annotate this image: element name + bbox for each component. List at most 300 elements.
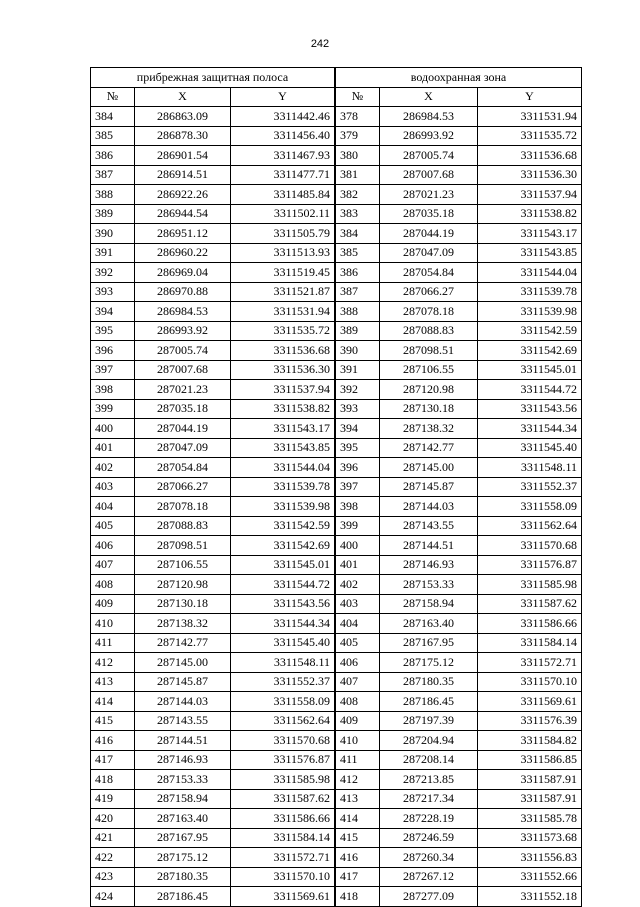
column-header-y: Y — [231, 87, 335, 107]
table-row — [91, 321, 335, 341]
column-header-x: X — [380, 87, 478, 107]
x-coordinate-cell: 287130.18 — [380, 399, 478, 419]
x-coordinate-cell: 287144.51 — [380, 536, 478, 556]
table-header-row — [91, 87, 335, 107]
point-number-cell: 395 — [91, 321, 135, 341]
table-row — [91, 848, 335, 868]
y-coordinate-cell: 3311535.72 — [478, 126, 582, 146]
y-coordinate-cell: 3311569.61 — [231, 887, 335, 907]
table-row — [336, 497, 582, 517]
table-row — [336, 243, 582, 263]
table-row — [91, 263, 335, 283]
x-coordinate-cell: 286951.12 — [135, 224, 231, 244]
point-number-cell: 400 — [91, 419, 135, 439]
table-row — [336, 146, 582, 166]
y-coordinate-cell: 3311543.85 — [478, 243, 582, 263]
y-coordinate-cell: 3311576.87 — [478, 555, 582, 575]
table-row — [91, 126, 335, 146]
table-row — [336, 380, 582, 400]
table-row — [91, 789, 335, 809]
x-coordinate-cell: 287158.94 — [380, 594, 478, 614]
x-coordinate-cell: 287228.19 — [380, 809, 478, 829]
point-number-cell: 396 — [336, 458, 380, 478]
water-protection-zone-table — [335, 67, 582, 907]
y-coordinate-cell: 3311570.10 — [478, 672, 582, 692]
table-row — [91, 341, 335, 361]
y-coordinate-cell: 3311544.72 — [231, 575, 335, 595]
table-row — [336, 321, 582, 341]
point-number-cell: 397 — [336, 477, 380, 497]
x-coordinate-cell: 287217.34 — [380, 789, 478, 809]
table-row — [336, 555, 582, 575]
y-coordinate-cell: 3311539.98 — [478, 302, 582, 322]
x-coordinate-cell: 287163.40 — [135, 809, 231, 829]
point-number-cell: 420 — [91, 809, 135, 829]
x-coordinate-cell: 287213.85 — [380, 770, 478, 790]
y-coordinate-cell: 3311584.14 — [478, 633, 582, 653]
table-row — [91, 224, 335, 244]
point-number-cell: 398 — [91, 380, 135, 400]
x-coordinate-cell: 287005.74 — [135, 341, 231, 361]
table-row — [91, 887, 335, 907]
table-row — [336, 477, 582, 497]
table-row — [336, 692, 582, 712]
table-row — [91, 555, 335, 575]
table-row — [91, 516, 335, 536]
table-row — [336, 809, 582, 829]
y-coordinate-cell: 3311543.56 — [231, 594, 335, 614]
x-coordinate-cell: 286984.53 — [380, 107, 478, 127]
table-row — [336, 419, 582, 439]
y-coordinate-cell: 3311544.72 — [478, 380, 582, 400]
x-coordinate-cell: 286970.88 — [135, 282, 231, 302]
x-coordinate-cell: 287054.84 — [135, 458, 231, 478]
x-coordinate-cell: 287260.34 — [380, 848, 478, 868]
point-number-cell: 397 — [91, 360, 135, 380]
point-number-cell: 417 — [336, 867, 380, 887]
table-row — [336, 828, 582, 848]
x-coordinate-cell: 287167.95 — [135, 828, 231, 848]
table-title-row — [91, 68, 335, 88]
x-coordinate-cell: 287143.55 — [380, 516, 478, 536]
x-coordinate-cell: 287277.09 — [380, 887, 478, 907]
y-coordinate-cell: 3311543.85 — [231, 438, 335, 458]
x-coordinate-cell: 287145.87 — [135, 672, 231, 692]
x-coordinate-cell: 287047.09 — [380, 243, 478, 263]
y-coordinate-cell: 3311587.91 — [478, 789, 582, 809]
x-coordinate-cell: 287088.83 — [135, 516, 231, 536]
x-coordinate-cell: 287153.33 — [380, 575, 478, 595]
table-row — [91, 282, 335, 302]
point-number-cell: 410 — [91, 614, 135, 634]
point-number-cell: 409 — [91, 594, 135, 614]
x-coordinate-cell: 286863.09 — [135, 107, 231, 127]
y-coordinate-cell: 3311539.78 — [231, 477, 335, 497]
x-coordinate-cell: 287054.84 — [380, 263, 478, 283]
table-row — [91, 828, 335, 848]
point-number-cell: 417 — [91, 750, 135, 770]
y-coordinate-cell: 3311586.66 — [231, 809, 335, 829]
table-row — [91, 594, 335, 614]
x-coordinate-cell: 287144.51 — [135, 731, 231, 751]
y-coordinate-cell: 3311586.85 — [478, 750, 582, 770]
x-coordinate-cell: 287098.51 — [380, 341, 478, 361]
x-coordinate-cell: 286993.92 — [380, 126, 478, 146]
y-coordinate-cell: 3311556.83 — [478, 848, 582, 868]
y-coordinate-cell: 3311538.82 — [478, 204, 582, 224]
point-number-cell: 415 — [336, 828, 380, 848]
point-number-cell: 399 — [91, 399, 135, 419]
point-number-cell: 392 — [91, 263, 135, 283]
y-coordinate-cell: 3311543.17 — [231, 419, 335, 439]
y-coordinate-cell: 3311587.62 — [231, 789, 335, 809]
table-row — [336, 302, 582, 322]
table-row — [336, 438, 582, 458]
table-row — [336, 282, 582, 302]
y-coordinate-cell: 3311552.66 — [478, 867, 582, 887]
y-coordinate-cell: 3311552.18 — [478, 887, 582, 907]
table-row — [91, 692, 335, 712]
x-coordinate-cell: 287144.03 — [135, 692, 231, 712]
table-row — [91, 672, 335, 692]
point-number-cell: 405 — [91, 516, 135, 536]
table-row — [336, 458, 582, 478]
y-coordinate-cell: 3311544.34 — [231, 614, 335, 634]
table-row — [91, 711, 335, 731]
table-row — [91, 458, 335, 478]
point-number-cell: 385 — [336, 243, 380, 263]
point-number-cell: 404 — [336, 614, 380, 634]
y-coordinate-cell: 3311467.93 — [231, 146, 335, 166]
x-coordinate-cell: 286914.51 — [135, 165, 231, 185]
table-row — [336, 770, 582, 790]
table-row — [91, 809, 335, 829]
y-coordinate-cell: 3311539.98 — [231, 497, 335, 517]
x-coordinate-cell: 287021.23 — [380, 185, 478, 205]
point-number-cell: 399 — [336, 516, 380, 536]
x-coordinate-cell: 287066.27 — [380, 282, 478, 302]
x-coordinate-cell: 287204.94 — [380, 731, 478, 751]
y-coordinate-cell: 3311573.68 — [478, 828, 582, 848]
y-coordinate-cell: 3311513.93 — [231, 243, 335, 263]
x-coordinate-cell: 287021.23 — [135, 380, 231, 400]
table-row — [91, 399, 335, 419]
y-coordinate-cell: 3311536.68 — [231, 341, 335, 361]
x-coordinate-cell: 287143.55 — [135, 711, 231, 731]
x-coordinate-cell: 287180.35 — [380, 672, 478, 692]
x-coordinate-cell: 287098.51 — [135, 536, 231, 556]
point-number-cell: 408 — [336, 692, 380, 712]
point-number-cell: 403 — [91, 477, 135, 497]
x-coordinate-cell: 287035.18 — [135, 399, 231, 419]
y-coordinate-cell: 3311585.78 — [478, 809, 582, 829]
table-row — [91, 653, 335, 673]
column-header-y: Y — [478, 87, 582, 107]
y-coordinate-cell: 3311587.62 — [478, 594, 582, 614]
y-coordinate-cell: 3311535.72 — [231, 321, 335, 341]
x-coordinate-cell: 287078.18 — [135, 497, 231, 517]
y-coordinate-cell: 3311542.59 — [231, 516, 335, 536]
point-number-cell: 407 — [91, 555, 135, 575]
y-coordinate-cell: 3311572.71 — [478, 653, 582, 673]
point-number-cell: 424 — [91, 887, 135, 907]
point-number-cell: 392 — [336, 380, 380, 400]
point-number-cell: 402 — [91, 458, 135, 478]
point-number-cell: 383 — [336, 204, 380, 224]
point-number-cell: 380 — [336, 146, 380, 166]
point-number-cell: 406 — [336, 653, 380, 673]
point-number-cell: 394 — [336, 419, 380, 439]
y-coordinate-cell: 3311538.82 — [231, 399, 335, 419]
y-coordinate-cell: 3311576.87 — [231, 750, 335, 770]
y-coordinate-cell: 3311519.45 — [231, 263, 335, 283]
y-coordinate-cell: 3311558.09 — [478, 497, 582, 517]
point-number-cell: 386 — [336, 263, 380, 283]
table-row — [336, 750, 582, 770]
point-number-cell: 379 — [336, 126, 380, 146]
y-coordinate-cell: 3311542.59 — [478, 321, 582, 341]
table-row — [91, 770, 335, 790]
y-coordinate-cell: 3311585.98 — [231, 770, 335, 790]
point-number-cell: 413 — [91, 672, 135, 692]
point-number-cell: 416 — [91, 731, 135, 751]
y-coordinate-cell: 3311505.79 — [231, 224, 335, 244]
table-row — [336, 672, 582, 692]
x-coordinate-cell: 287180.35 — [135, 867, 231, 887]
point-number-cell: 391 — [336, 360, 380, 380]
table-row — [91, 204, 335, 224]
point-number-cell: 418 — [91, 770, 135, 790]
y-coordinate-cell: 3311537.94 — [478, 185, 582, 205]
table-row — [91, 243, 335, 263]
table-header-row — [336, 87, 582, 107]
y-coordinate-cell: 3311442.46 — [231, 107, 335, 127]
point-number-cell: 389 — [91, 204, 135, 224]
point-number-cell: 408 — [91, 575, 135, 595]
x-coordinate-cell: 287158.94 — [135, 789, 231, 809]
y-coordinate-cell: 3311570.10 — [231, 867, 335, 887]
x-coordinate-cell: 287035.18 — [380, 204, 478, 224]
point-number-cell: 389 — [336, 321, 380, 341]
table-row — [336, 536, 582, 556]
point-number-cell: 414 — [91, 692, 135, 712]
point-number-cell: 412 — [336, 770, 380, 790]
y-coordinate-cell: 3311585.98 — [478, 575, 582, 595]
y-coordinate-cell: 3311558.09 — [231, 692, 335, 712]
y-coordinate-cell: 3311570.68 — [231, 731, 335, 751]
table-row — [91, 360, 335, 380]
y-coordinate-cell: 3311587.91 — [478, 770, 582, 790]
x-coordinate-cell: 287146.93 — [135, 750, 231, 770]
y-coordinate-cell: 3311552.37 — [478, 477, 582, 497]
point-number-cell: 415 — [91, 711, 135, 731]
y-coordinate-cell: 3311536.68 — [478, 146, 582, 166]
x-coordinate-cell: 287167.95 — [380, 633, 478, 653]
table-row — [91, 107, 335, 127]
point-number-cell: 412 — [91, 653, 135, 673]
table-row — [91, 438, 335, 458]
table-row — [336, 789, 582, 809]
point-number-cell: 404 — [91, 497, 135, 517]
point-number-cell: 382 — [336, 185, 380, 205]
x-coordinate-cell: 287005.74 — [380, 146, 478, 166]
table-row — [91, 633, 335, 653]
y-coordinate-cell: 3311562.64 — [231, 711, 335, 731]
y-coordinate-cell: 3311569.61 — [478, 692, 582, 712]
point-number-cell: 423 — [91, 867, 135, 887]
point-number-cell: 406 — [91, 536, 135, 556]
table-row — [91, 419, 335, 439]
x-coordinate-cell: 287267.12 — [380, 867, 478, 887]
y-coordinate-cell: 3311552.37 — [231, 672, 335, 692]
y-coordinate-cell: 3311548.11 — [231, 653, 335, 673]
y-coordinate-cell: 3311543.17 — [478, 224, 582, 244]
table-row — [336, 653, 582, 673]
x-coordinate-cell: 287163.40 — [380, 614, 478, 634]
y-coordinate-cell: 3311562.64 — [478, 516, 582, 536]
y-coordinate-cell: 3311456.40 — [231, 126, 335, 146]
point-number-cell: 416 — [336, 848, 380, 868]
x-coordinate-cell: 286922.26 — [135, 185, 231, 205]
point-number-cell: 396 — [91, 341, 135, 361]
table-row — [336, 614, 582, 634]
point-number-cell: 378 — [336, 107, 380, 127]
table-title: водоохранная зона — [336, 68, 582, 88]
x-coordinate-cell: 287186.45 — [380, 692, 478, 712]
y-coordinate-cell: 3311537.94 — [231, 380, 335, 400]
y-coordinate-cell: 3311536.30 — [478, 165, 582, 185]
y-coordinate-cell: 3311544.34 — [478, 419, 582, 439]
point-number-cell: 419 — [91, 789, 135, 809]
x-coordinate-cell: 287120.98 — [135, 575, 231, 595]
y-coordinate-cell: 3311542.69 — [478, 341, 582, 361]
y-coordinate-cell: 3311545.01 — [231, 555, 335, 575]
table-row — [336, 165, 582, 185]
y-coordinate-cell: 3311531.94 — [478, 107, 582, 127]
table-row — [91, 185, 335, 205]
point-number-cell: 411 — [91, 633, 135, 653]
x-coordinate-cell: 286993.92 — [135, 321, 231, 341]
point-number-cell: 400 — [336, 536, 380, 556]
table-row — [91, 614, 335, 634]
y-coordinate-cell: 3311545.01 — [478, 360, 582, 380]
point-number-cell: 403 — [336, 594, 380, 614]
y-coordinate-cell: 3311477.71 — [231, 165, 335, 185]
point-number-cell: 393 — [336, 399, 380, 419]
table-row — [91, 146, 335, 166]
table-row — [336, 399, 582, 419]
point-number-cell: 381 — [336, 165, 380, 185]
y-coordinate-cell: 3311576.39 — [478, 711, 582, 731]
y-coordinate-cell: 3311543.56 — [478, 399, 582, 419]
x-coordinate-cell: 287007.68 — [380, 165, 478, 185]
x-coordinate-cell: 287145.87 — [380, 477, 478, 497]
x-coordinate-cell: 287044.19 — [135, 419, 231, 439]
x-coordinate-cell: 286969.04 — [135, 263, 231, 283]
point-number-cell: 388 — [91, 185, 135, 205]
table-row — [336, 107, 582, 127]
x-coordinate-cell: 287088.83 — [380, 321, 478, 341]
x-coordinate-cell: 287007.68 — [135, 360, 231, 380]
y-coordinate-cell: 3311536.30 — [231, 360, 335, 380]
point-number-cell: 395 — [336, 438, 380, 458]
point-number-cell: 421 — [91, 828, 135, 848]
coordinate-tables — [90, 67, 578, 907]
coastal-strip-table — [90, 67, 335, 907]
y-coordinate-cell: 3311544.04 — [478, 263, 582, 283]
table-row — [336, 185, 582, 205]
x-coordinate-cell: 286901.54 — [135, 146, 231, 166]
y-coordinate-cell: 3311586.66 — [478, 614, 582, 634]
x-coordinate-cell: 287106.55 — [135, 555, 231, 575]
table-row — [336, 575, 582, 595]
table-row — [336, 341, 582, 361]
table-row — [336, 516, 582, 536]
point-number-cell: 390 — [91, 224, 135, 244]
point-number-cell: 388 — [336, 302, 380, 322]
point-number-cell: 407 — [336, 672, 380, 692]
x-coordinate-cell: 287066.27 — [135, 477, 231, 497]
point-number-cell: 418 — [336, 887, 380, 907]
y-coordinate-cell: 3311485.84 — [231, 185, 335, 205]
x-coordinate-cell: 287246.59 — [380, 828, 478, 848]
y-coordinate-cell: 3311584.82 — [478, 731, 582, 751]
y-coordinate-cell: 3311572.71 — [231, 848, 335, 868]
point-number-cell: 385 — [91, 126, 135, 146]
y-coordinate-cell: 3311531.94 — [231, 302, 335, 322]
point-number-cell: 393 — [91, 282, 135, 302]
table-row — [336, 594, 582, 614]
x-coordinate-cell: 287145.00 — [135, 653, 231, 673]
x-coordinate-cell: 286984.53 — [135, 302, 231, 322]
table-row — [336, 633, 582, 653]
table-row — [336, 731, 582, 751]
point-number-cell: 387 — [91, 165, 135, 185]
table-row — [336, 848, 582, 868]
point-number-cell: 405 — [336, 633, 380, 653]
y-coordinate-cell: 3311545.40 — [231, 633, 335, 653]
table-title: прибрежная защитная полоса — [91, 68, 335, 88]
x-coordinate-cell: 287145.00 — [380, 458, 478, 478]
table-row — [91, 165, 335, 185]
x-coordinate-cell: 287153.33 — [135, 770, 231, 790]
point-number-cell: 413 — [336, 789, 380, 809]
x-coordinate-cell: 287142.77 — [380, 438, 478, 458]
point-number-cell: 422 — [91, 848, 135, 868]
y-coordinate-cell: 3311548.11 — [478, 458, 582, 478]
table-row — [91, 575, 335, 595]
x-coordinate-cell: 286878.30 — [135, 126, 231, 146]
point-number-cell: 387 — [336, 282, 380, 302]
y-coordinate-cell: 3311570.68 — [478, 536, 582, 556]
table-row — [91, 867, 335, 887]
point-number-cell: 390 — [336, 341, 380, 361]
table-row — [91, 731, 335, 751]
point-number-cell: 384 — [336, 224, 380, 244]
y-coordinate-cell: 3311544.04 — [231, 458, 335, 478]
y-coordinate-cell: 3311545.40 — [478, 438, 582, 458]
x-coordinate-cell: 287138.32 — [380, 419, 478, 439]
x-coordinate-cell: 287197.39 — [380, 711, 478, 731]
table-row — [91, 750, 335, 770]
column-header-x: X — [135, 87, 231, 107]
point-number-cell: 410 — [336, 731, 380, 751]
point-number-cell: 409 — [336, 711, 380, 731]
point-number-cell: 384 — [91, 107, 135, 127]
y-coordinate-cell: 3311542.69 — [231, 536, 335, 556]
x-coordinate-cell: 287142.77 — [135, 633, 231, 653]
page-number: 242 — [310, 38, 330, 50]
